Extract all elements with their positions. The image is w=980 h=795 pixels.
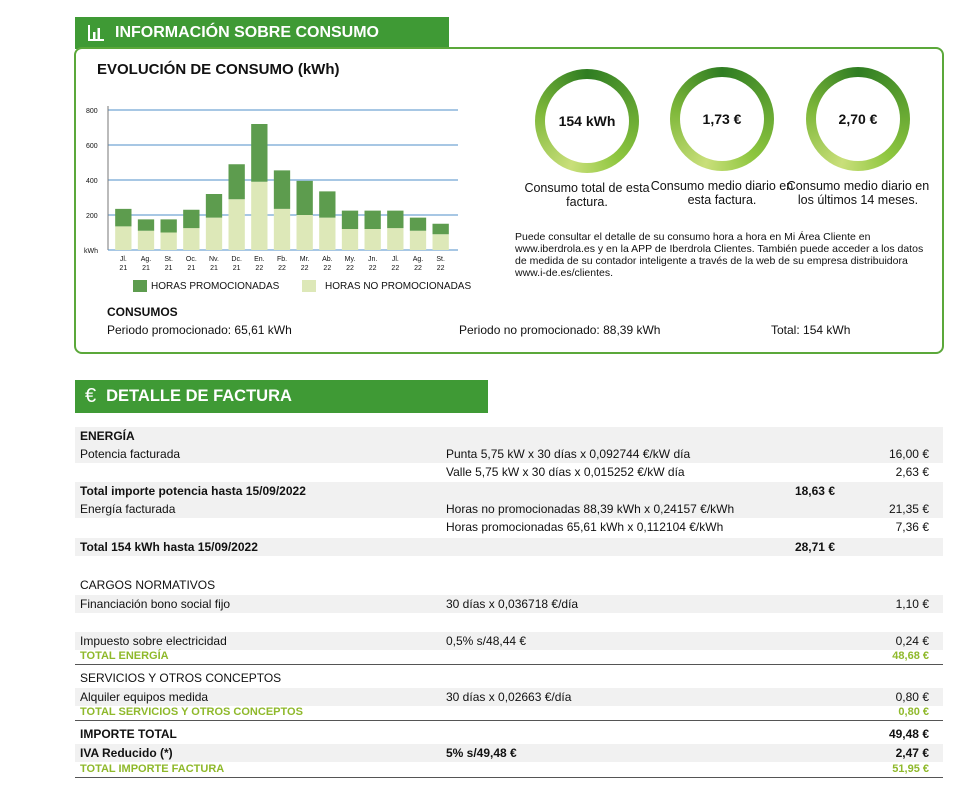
invoice-cell-c3: 28,71 € <box>794 540 835 554</box>
invoice-cell-c1: Potencia facturada <box>80 447 181 461</box>
invoice-cell-c1: Total 154 kWh hasta 15/09/2022 <box>80 540 258 554</box>
invoice-cell-c2: 0,5% s/48,44 € <box>446 634 527 648</box>
invoice-row <box>75 744 943 762</box>
metric-caption: Consumo medio diario en los últimos 14 meses. <box>786 179 930 207</box>
invoice-row <box>75 613 943 631</box>
x-tick-label: Jn. <box>367 256 378 263</box>
metric-circle-total <box>535 69 639 173</box>
euro-icon: € <box>85 385 97 407</box>
y-tick-label: 200 <box>86 213 98 220</box>
x-tick-label: Jl. <box>119 256 127 263</box>
bar-promocionadas <box>274 170 290 209</box>
invoice-cell-c2: Horas no promocionadas 88,39 kWh x 0,24157 €/kWh <box>446 502 735 516</box>
invoice-cell-c1: Alquiler equipos medida <box>80 690 209 704</box>
bar-promocionadas <box>342 211 358 229</box>
invoice-cell-c1: Total importe potencia hasta 15/09/2022 <box>80 484 306 498</box>
factura-section-title: DETALLE DE FACTURA <box>106 387 292 405</box>
invoice-row <box>75 632 943 650</box>
bar-no-promocionadas <box>161 233 177 251</box>
bar-no-promocionadas <box>319 218 335 250</box>
invoice-cell-c2: 30 días x 0,036718 €/día <box>446 597 579 611</box>
bar-no-promocionadas <box>115 226 131 250</box>
invoice-cell-c2: Valle 5,75 kW x 30 días x 0,015252 €/kW día <box>446 465 685 479</box>
invoice-row <box>75 427 943 445</box>
info-text: Puede consultar el detalle de su consumo hora a hora en Mi Área Cliente en www.iberdrola.es y en la APP de Iberdrola Clientes. También puede acceder a los datos de medida de su contador inteligente a través de la web de su empresa distribuidora www.i-de.es/clientes. <box>515 231 924 279</box>
invoice-row <box>75 576 943 594</box>
invoice-cell-c4: 49,48 € <box>888 727 929 741</box>
bar-promocionadas <box>229 164 245 199</box>
x-tick-label: 22 <box>300 265 309 272</box>
invoice-cell-c1: SERVICIOS Y OTROS CONCEPTOS <box>80 671 282 685</box>
x-tick-label: 21 <box>232 265 241 272</box>
x-tick-label: 22 <box>346 265 354 272</box>
bar-promocionadas <box>319 191 335 217</box>
invoice-cell-c2: 30 días x 0,02663 €/día <box>446 690 572 704</box>
metric-value: 1,73 € <box>680 77 764 161</box>
consumo-section-header <box>75 17 449 49</box>
y-tick-label: 400 <box>86 178 98 185</box>
invoice-total-row <box>75 763 943 778</box>
bar-promocionadas <box>138 219 154 230</box>
invoice-row <box>75 669 943 687</box>
x-tick-label: Ag. <box>412 256 424 263</box>
metric-circle-daily <box>670 67 774 171</box>
invoice-cell-c1: CARGOS NORMATIVOS <box>80 578 216 592</box>
bar-promocionadas <box>433 224 449 235</box>
invoice-row <box>75 482 943 500</box>
metric-caption: Consumo medio diario en esta factura. <box>650 179 794 207</box>
bar-no-promocionadas <box>229 199 245 250</box>
invoice-cell-c1: Impuesto sobre electricidad <box>80 634 227 648</box>
invoice-cell-c2: Punta 5,75 kW x 30 días x 0,092744 €/kW día <box>446 447 691 461</box>
invoice-cell-c1: Energía facturada <box>80 502 176 516</box>
x-tick-label: Ab. <box>322 256 333 263</box>
consumos-title: CONSUMOS <box>107 305 178 319</box>
invoice-cell-c1: IMPORTE TOTAL <box>80 727 177 741</box>
x-tick-label: 21 <box>164 265 173 272</box>
consumption-chart <box>80 100 475 275</box>
x-tick-label: 21 <box>187 265 196 272</box>
bar-promocionadas <box>251 124 267 182</box>
x-tick-label: Oc. <box>185 256 197 263</box>
invoice-row <box>75 445 943 463</box>
invoice-total-row <box>75 706 943 721</box>
invoice-cell-c1: IVA Reducido (*) <box>80 746 173 760</box>
chart-title: EVOLUCIÓN DE CONSUMO (kWh) <box>97 61 340 78</box>
bar-no-promocionadas <box>387 228 403 250</box>
bar-promocionadas <box>387 211 403 229</box>
factura-section-header <box>75 380 488 413</box>
x-tick-label: St. <box>164 256 173 263</box>
y-axis-label: kWh <box>84 248 98 255</box>
invoice-cell-c1: Financiación bono social fijo <box>80 597 231 611</box>
invoice-cell-c4: 0,80 € <box>898 706 929 718</box>
consumos-promocionado: Periodo promocionado: 65,61 kWh <box>107 323 292 337</box>
legend-swatch-promocionadas <box>133 280 147 292</box>
legend-label-promocionadas: HORAS PROMOCIONADAS <box>151 281 280 292</box>
invoice-row <box>75 557 943 575</box>
bar-no-promocionadas <box>297 215 313 250</box>
invoice-cell-c1: TOTAL IMPORTE FACTURA <box>80 763 225 775</box>
bar-no-promocionadas <box>138 231 154 250</box>
x-tick-label: Fb. <box>276 256 288 263</box>
consumos-total: Total: 154 kWh <box>771 323 851 337</box>
bar-no-promocionadas <box>410 231 426 250</box>
metric-circle-14-months <box>806 67 910 171</box>
x-tick-label: En. <box>254 256 265 263</box>
invoice-cell-c4: 51,95 € <box>892 763 929 775</box>
consumo-section-title: INFORMACIÓN SOBRE CONSUMO <box>115 24 379 41</box>
x-tick-label: St. <box>436 256 445 263</box>
invoice-cell-c4: 1,10 € <box>895 597 929 611</box>
invoice-cell-c4: 2,63 € <box>895 465 929 479</box>
invoice-row <box>75 500 943 518</box>
bar-no-promocionadas <box>365 229 381 250</box>
metric-caption: Consumo total de esta factura. <box>524 181 650 209</box>
legend-swatch-no-promocionadas <box>302 280 316 292</box>
invoice-total-row <box>75 650 943 665</box>
invoice-cell-c4: 0,24 € <box>895 634 929 648</box>
invoice-row <box>75 725 943 743</box>
invoice-cell-c1: TOTAL ENERGÍA <box>80 650 169 662</box>
x-tick-label: 22 <box>323 265 332 272</box>
invoice-row <box>75 538 943 556</box>
invoice-cell-c4: 2,47 € <box>895 746 929 760</box>
x-tick-label: Dc. <box>231 256 242 263</box>
x-tick-label: 21 <box>119 265 128 272</box>
y-tick-label: 600 <box>86 143 98 150</box>
x-tick-label: 21 <box>210 265 218 272</box>
invoice-cell-c4: 0,80 € <box>895 690 929 704</box>
bar-promocionadas <box>161 219 177 232</box>
metric-value: 154 kWh <box>545 79 629 163</box>
bar-no-promocionadas <box>342 229 358 250</box>
invoice-cell-c4: 48,68 € <box>892 650 929 662</box>
x-tick-label: Ag. <box>140 256 152 263</box>
x-tick-label: 22 <box>255 265 264 272</box>
x-tick-label: Nv. <box>209 256 219 263</box>
invoice-row <box>75 595 943 613</box>
bar-no-promocionadas <box>206 218 222 250</box>
bar-no-promocionadas <box>251 182 267 250</box>
bar-promocionadas <box>115 209 131 227</box>
x-tick-label: Mr. <box>299 256 310 263</box>
bar-promocionadas <box>365 211 381 229</box>
invoice-row <box>75 688 943 706</box>
invoice-cell-c3: 18,63 € <box>794 484 835 498</box>
metric-value: 2,70 € <box>816 77 900 161</box>
x-tick-label: My. <box>344 256 356 263</box>
bar-promocionadas <box>206 194 222 218</box>
x-tick-label: 22 <box>414 265 422 272</box>
invoice-cell-c1: TOTAL SERVICIOS Y OTROS CONCEPTOS <box>80 706 303 718</box>
invoice-cell-c2: 5% s/49,48 € <box>446 746 517 760</box>
x-tick-label: 22 <box>391 265 400 272</box>
bar-promocionadas <box>183 210 199 228</box>
bar-no-promocionadas <box>274 209 290 250</box>
invoice-cell-c4: 16,00 € <box>888 447 929 461</box>
invoice-cell-c4: 7,36 € <box>895 520 929 534</box>
x-tick-label: 21 <box>142 265 150 272</box>
x-tick-label: 22 <box>368 265 377 272</box>
consumos-no-promocionado: Periodo no promocionado: 88,39 kWh <box>459 323 661 337</box>
legend-label-no-promocionadas: HORAS NO PROMOCIONADAS <box>325 281 472 292</box>
invoice-row <box>75 463 943 481</box>
x-tick-label: Jl. <box>391 256 399 263</box>
x-tick-label: 22 <box>436 265 445 272</box>
invoice-cell-c2: Horas promocionadas 65,61 kWh x 0,112104 €/kWh <box>446 520 724 534</box>
bar-promocionadas <box>297 181 313 215</box>
bar-no-promocionadas <box>183 228 199 250</box>
y-tick-label: 800 <box>86 108 98 115</box>
invoice-cell-c1: ENERGÍA <box>80 429 135 443</box>
bar-no-promocionadas <box>433 234 449 250</box>
x-tick-label: 22 <box>278 265 286 272</box>
bar-chart-icon <box>87 24 105 42</box>
invoice-row <box>75 518 943 536</box>
invoice-cell-c4: 21,35 € <box>888 502 929 516</box>
bar-promocionadas <box>410 218 426 231</box>
